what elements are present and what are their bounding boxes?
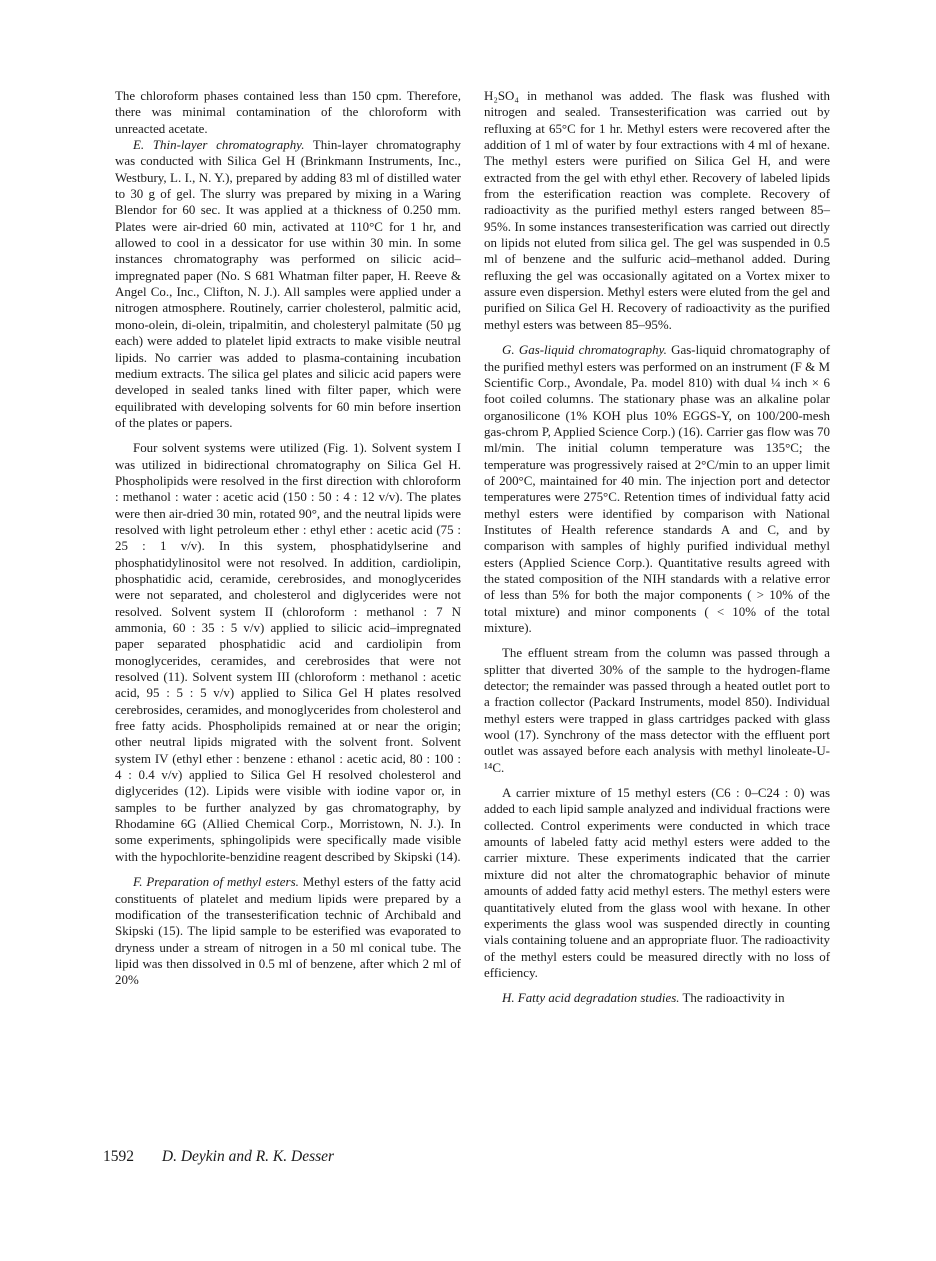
section-body: Thin-layer chromatography was conducted with Silica Gel H (Brinkmann Instruments, Inc., Westbury, L. I., N. Y.), prepared by adding 83 ml of distilled water to 30 g of gel. The slurry was prepared by mixing in a Waring Blendor for 60 sec. It was applied at a thickness of 0.250 mm. Plates were air-dried 60 min, activated at 110°C for 1 hr, and allowed to cool in a dessicator for use within 30 min. In some instances chromatography was performed on silicic acid–impregnated paper (No. S 681 Whatman filter paper, H. Reeve & Angel Co., Inc., Clifton, N. J.). All samples were applied under a nitrogen atmosphere. Routinely, carrier cholesterol, palmitic acid, mono-olein, di-olein, tripalmitin, and cholesteryl palmitate (50 µg each) were added to platelet lipid extracts to make visible neutral lipids. No carrier was added to plasma-containing incubation medium extracts. The silica gel plates and silicic acid papers were developed in sealed tanks lined with filter paper, which were equilibrated with developing solvents for 60 min before insertion of the plates or papers. [115, 137, 461, 430]
paragraph-effluent-stream: The effluent stream from the column was passed through a splitter that diverted 30% of the sample to the hydrogen-flame detector; the remainder was passed through a heated outlet port to a fraction collector (Packard Instruments, model 850). Individual methyl esters were trapped in glass cartridges packed with glass wool (17). Synchrony of the mass detector with the effluent port outlet was assayed before each analysis with methyl linoleate-U-¹⁴C. [484, 645, 830, 775]
section-body: Gas-liquid chromatography of the purified methyl esters was performed on an instrument (F & M Scientific Corp., Avondale, Pa. model 810) with dual ¼ inch × 6 foot coiled columns. The stationary phase was an alkaline polar organosilicone (1% KOH plus 10% EGGS-Y, on 100/200-mesh gas-chrom P, Applied Science Corp.) (16). Carrier gas flow was 70 ml/min. The initial column temperature was 135°C; the temperature was progressively raised at 2°C/min to an upper limit of 200°C, maintained for 40 min. The injection port and detector temperatures were 275°C. Retention times of individual fatty acid methyl esters were identified by comparison with National Institutes of Health reference standards A and C, and by comparison with samples of highly purified individual methyl esters (Applied Science Corp.). Quantitative results agreed with the stated composition of the NIH standards with a relative error of less than 5% for both the major components ( > 10% of the total mixture) and minor components ( < 10% of the total mixture). [484, 342, 831, 635]
page-footer [103, 1148, 334, 1166]
section-heading: G. Gas-liquid chromatography. [502, 342, 667, 358]
section-preparation-of-methyl-esters [115, 874, 461, 988]
section-heading: E. Thin-layer chromatography. [133, 137, 305, 153]
page-number: 1592 [103, 1148, 134, 1165]
paragraph-chloroform-phases: The chloroform phases contained less than 150 cpm. Therefore, there was minimal contamination of the chloroform with unreacted acetate. [115, 88, 461, 136]
section-body: The radioactivity in [679, 990, 785, 1006]
paragraph-carrier-mixture: A carrier mixture of 15 methyl esters (C6 : 0–C24 : 0) was added to each lipid sample analyzed and individual fractions were collected. Control experiments were conducted in which trace amounts of labeled fatty acid methyl esters were added to the carrier mixture. These experiments indicated that the carrier mixture did not alter the chromatographic behavior of minute amounts of added fatty acid methyl esters. The methyl esters were quantitatively eluted from the glass wool with hexane. In other experiments the glass wool was suspended directly in counting vials containing toluene and an appropriate fluor. The radioactivity of the methyl esters could be measured directly with no loss of efficiency. [484, 785, 830, 980]
left-column [115, 88, 461, 989]
section-heading: F. Preparation of methyl esters. [133, 874, 299, 890]
section-heading: H. Fatty acid degradation studies. [502, 990, 680, 1006]
section-gas-liquid-chromatography [484, 342, 830, 636]
paragraph-transesterification: H₂SO₄ in methanol was added. The flask was flushed with nitrogen and sealed. Transesterification was carried out by refluxing at 65°C for 1 hr. Methyl esters were recovered after the addition of 1 ml of water by four extractions with 4 ml of hexane. The methyl esters were purified on Silica Gel H, and were extracted from the gel with ethyl ether. Recovery of labeled lipids from the esterification reaction was complete. Recovery of radioactivity as the purified methyl esters ranged between 85–95%. In some instances transesterification was carried out directly on lipids not eluted from silica gel. The gel was suspended in 0.5 ml of benzene and the sulfuric acid–methanol added. During refluxing the gel was occasionally agitated on a Vortex mixer to assure even dispersion. Methyl esters were eluted from the gel and purified on Silica Gel H. Recovery of radioactivity as the purified methyl esters was between 85–95%. [484, 88, 830, 332]
section-thin-layer-chromatography [115, 137, 461, 431]
right-column [484, 88, 830, 1007]
running-authors: D. Deykin and R. K. Desser [161, 1148, 335, 1165]
section-fatty-acid-degradation [484, 990, 830, 1006]
paragraph-solvent-systems: Four solvent systems were utilized (Fig. 1). Solvent system I was utilized in bidirectional chromatography on Silica Gel H. Phospholipids were resolved in the first direction with chloroform : methanol : water : acetic acid (150 : 50 : 4 : 12 v/v). The plates were then air-dried 30 min, rotated 90°, and the neutral lipids were resolved with light petroleum ether : ethyl ether : acetic acid (75 : 25 : 1 v/v). In this system, phosphatidylserine and phosphatidylinositol were not resolved. In addition, cardiolipin, phosphatidic acid, ceramide, cerebrosides, and monoglycerides were not separated, and cholesterol and diglycerides were not resolved. Solvent system II (chloroform : methanol : 7 N ammonia, 60 : 35 : 5 v/v) applied to silicic acid–impregnated paper separated phosphatidic acid and cardiolipin from monoglycerides, ceramides, and cerebrosides that were not resolved (11). Solvent system III (chloroform : methanol : acetic acid, 95 : 5 : 5 v/v) applied to Silica Gel H plates resolved cerebrosides, ceramides, and monoglycerides from cholesterol and free fatty acids. Phospholipids remained at or near the origin; other neutral lipids migrated with the solvent front. Solvent system IV (ethyl ether : benzene : ethanol : acetic acid, 80 : 100 : 4 : 0.4 v/v) applied to Silica Gel H resolved cholesterol and diglycerides (12). Lipids were visible with iodine vapor or, in samples to be further analyzed by gas chromatography, by Rhodamine 6G (Allied Chemical Corp., Morristown, N. J.). In some experiments, sphingolipids were specifically made visible with the hypochlorite-benzidine reagent described by Skipski (14). [115, 440, 461, 864]
section-body: Methyl esters of the fatty acid constituents of platelet and medium lipids were prepared by a modification of the transesterification technic of Archibald and Skipski (15). The lipid sample to be esterified was evaporated to dryness under a stream of nitrogen in a 50 ml conical tube. The lipid was then dissolved in 0.5 ml of benzene, after which 2 ml of 20% [115, 874, 462, 988]
